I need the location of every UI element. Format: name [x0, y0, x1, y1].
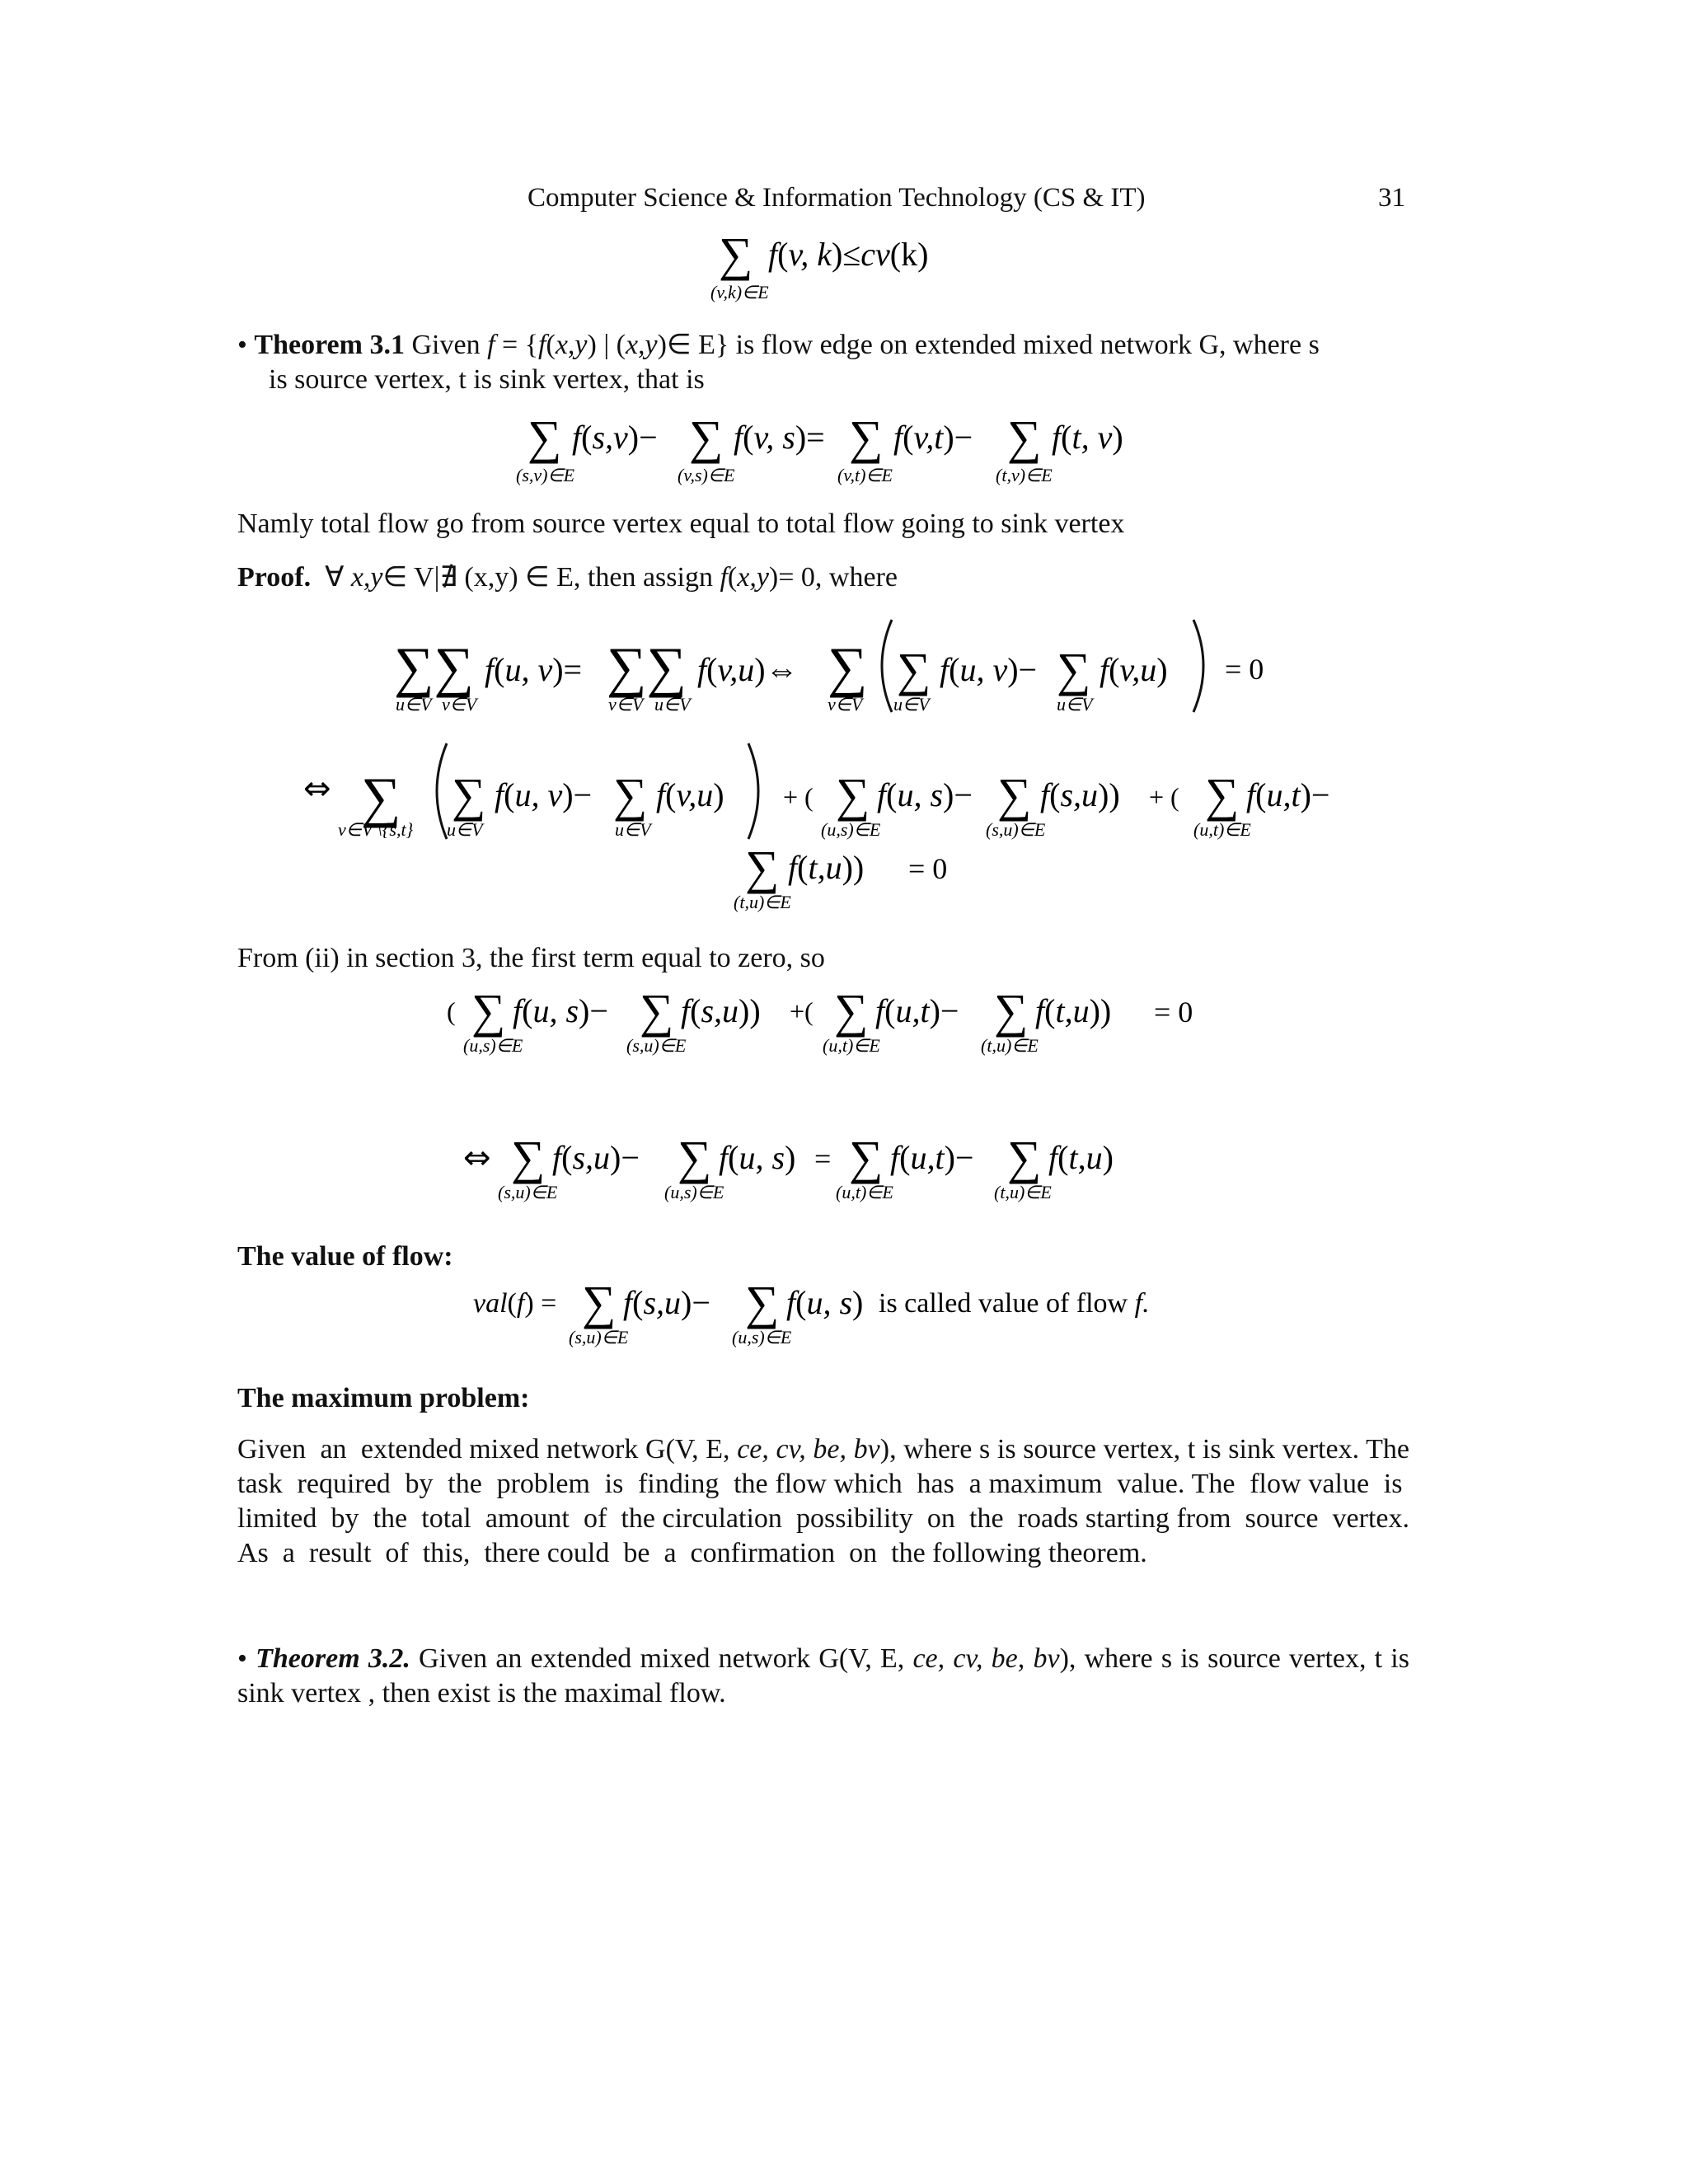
svg-text:is called value of flow f.: is called value of flow f. — [879, 1288, 1150, 1319]
svg-text:f(u, v)−: f(u, v)− — [940, 651, 1038, 688]
svg-text:∑: ∑ — [511, 1131, 546, 1184]
max-heading: The maximum problem: — [237, 1383, 530, 1413]
equation-value — [473, 1276, 1150, 1347]
bullet: • — [237, 1643, 247, 1674]
eq2-cont-sub: (t,u)∈E — [734, 892, 791, 912]
running-title: Computer Science & Information Technology (CS & IT) — [528, 183, 1146, 213]
svg-text:+ (: + ( — [783, 782, 814, 812]
svg-text:∑: ∑ — [582, 1276, 617, 1329]
eq31-sub-4: (t,v)∈E — [996, 465, 1053, 485]
eq1-sub-6: u∈V — [893, 694, 930, 715]
svg-text:∑: ∑ — [1205, 768, 1240, 822]
eq1-sub-5: v∈V — [828, 694, 863, 715]
svg-text:f(s,u)−: f(s,u)− — [623, 1284, 710, 1321]
svg-text:∑: ∑ — [613, 768, 648, 822]
eq3-sub-1: (u,s)∈E — [463, 1035, 523, 1056]
equation-theorem-3-1 — [516, 410, 1123, 485]
eq4-sub-1: (s,u)∈E — [498, 1182, 558, 1202]
svg-text:f(v,u): f(v,u) — [1100, 651, 1168, 688]
svg-text:f(t,u)): f(t,u)) — [1035, 992, 1112, 1029]
theorem-3-1-line1: • Theorem 3.1 Given f = {f(x,y) | (x,y)∈ E} is flow edge on extended mixed network G, where s — [237, 330, 1320, 360]
svg-text:f(u, s): f(u, s) — [786, 1284, 864, 1321]
equation-proof-2 — [303, 743, 1329, 912]
svg-text:f(v, s)=: f(v, s)= — [734, 419, 825, 456]
svg-text:∑: ∑ — [719, 227, 753, 281]
svg-text:∑: ∑ — [849, 1131, 884, 1184]
eq31-sub-2: (v,s)∈E — [678, 465, 735, 485]
svg-text:= 0: = 0 — [1225, 653, 1264, 686]
svg-text:f(s,u)): f(s,u)) — [681, 992, 761, 1029]
svg-text:= 0: = 0 — [1154, 996, 1193, 1029]
value-sub-2: (u,s)∈E — [732, 1327, 792, 1347]
svg-text:f(t, v): f(t, v) — [1052, 419, 1123, 456]
svg-text:⇔: ⇔ — [303, 770, 331, 808]
svg-text:f(u,t)−: f(u,t)− — [1246, 776, 1330, 813]
value-heading: The value of flow: — [237, 1241, 453, 1272]
svg-text:+(: +( — [790, 996, 814, 1026]
theorem-3-1-line2: is source vertex, t is sink vertex, that is — [269, 364, 705, 395]
svg-text:∑: ∑ — [997, 768, 1032, 822]
eq2-sub-2: u∈V — [447, 819, 483, 840]
svg-text:∑: ∑ — [745, 1276, 780, 1329]
page-number: 31 — [1378, 183, 1405, 213]
svg-text:∑: ∑ — [897, 643, 931, 696]
svg-text:= 0: = 0 — [908, 852, 948, 885]
svg-text:f(v,t)−: f(v,t)− — [893, 419, 973, 456]
svg-text:∑∑: ∑∑ — [607, 635, 687, 698]
proof-line: Proof. ∀ x,y∈ V|∄ (x,y) ∈ E, then assign f(x,y)= 0, where — [237, 562, 898, 593]
eq2-sub-1: v∈V \{s,t} — [338, 819, 414, 840]
eq1-sub-4: u∈V — [654, 694, 691, 715]
svg-text:f(u,t)−: f(u,t)− — [875, 992, 959, 1029]
max-paragraph: Given an extended mixed network G(V, E, ce, cv, be, bv), where s is source vertex, t is sink vertex. The task required by the problem is finding the flow which has a maximum value. The flow value is limited by the total amount of the circulation possibility on the roads starting from source vertex. As a result of this, there could be a confirmation on the following theorem. — [237, 1434, 1409, 1568]
svg-text:∑: ∑ — [1057, 643, 1091, 696]
svg-text:f(t,u)): f(t,u)) — [788, 849, 865, 886]
svg-text:∑: ∑ — [849, 410, 884, 464]
svg-text:∑: ∑ — [678, 1131, 712, 1184]
eq2-sub-5: (s,u)∈E — [986, 819, 1046, 840]
eq3-sub-4: (t,u)∈E — [981, 1035, 1039, 1056]
svg-text:∑: ∑ — [471, 984, 506, 1038]
svg-text:∑: ∑ — [745, 841, 780, 894]
svg-text:(: ( — [447, 996, 456, 1026]
value-sub-1: (s,u)∈E — [569, 1327, 629, 1347]
eq4-sub-4: (t,u)∈E — [994, 1182, 1052, 1202]
eq4-sub-2: (u,s)∈E — [664, 1182, 724, 1202]
eq4-sub-3: (u,t)∈E — [836, 1182, 893, 1202]
svg-text:f(u, v)=: f(u, v)= — [485, 651, 583, 688]
svg-text:=: = — [814, 1142, 832, 1175]
equation-3 — [447, 984, 1193, 1056]
sum-subscript: (v,k)∈E — [710, 282, 769, 302]
svg-text:f(v,u)⇔: f(v,u)⇔ — [697, 651, 799, 688]
eq2-sub-4: (u,s)∈E — [821, 819, 881, 840]
svg-text:f(s,u)): f(s,u)) — [1040, 776, 1120, 813]
eq2-sub-6: (u,t)∈E — [1193, 819, 1251, 840]
proof-label: Proof. — [237, 562, 312, 593]
svg-text:f(t,u): f(t,u) — [1048, 1139, 1114, 1176]
svg-text:f(v, k)≤cv(k): f(v, k)≤cv(k) — [768, 236, 929, 273]
namely-line: Namly total flow go from source vertex equal to total flow going to sink vertex — [237, 509, 1125, 539]
bullet: • — [237, 330, 247, 360]
eq3-sub-2: (s,u)∈E — [626, 1035, 687, 1056]
svg-text:∑: ∑ — [689, 410, 724, 464]
svg-text:∑: ∑ — [361, 766, 401, 828]
svg-text:∑∑: ∑∑ — [394, 635, 474, 698]
svg-text:∑: ∑ — [640, 984, 674, 1038]
eq31-sub-3: (v,t)∈E — [837, 465, 893, 485]
eq1-sub-7: u∈V — [1057, 694, 1093, 715]
eq1-sub-1: u∈V — [396, 694, 432, 715]
theorem-3-1-label: Theorem 3.1 — [254, 330, 405, 360]
from-line: From (ii) in section 3, the first term equal to zero, so — [237, 943, 825, 973]
svg-text:f(u, s)−: f(u, s)− — [513, 992, 608, 1029]
svg-text:∑: ∑ — [452, 768, 486, 822]
eq31-sub-1: (s,v)∈E — [516, 465, 575, 485]
equation-top — [710, 227, 928, 302]
theorem-3-2: • Theorem 3.2. Given an extended mixed network G(V, E, ce, cv, be, bv), where s is source vertex, t is sink vertex , then exist is the maximal flow. — [237, 1643, 1409, 1708]
theorem-3-2-label: Theorem 3.2. — [256, 1643, 410, 1674]
eq3-sub-3: (u,t)∈E — [823, 1035, 880, 1056]
equation-4 — [463, 1131, 1114, 1202]
svg-text:f(s,v)−: f(s,v)− — [572, 419, 658, 456]
svg-text:val(f) =: val(f) = — [473, 1288, 557, 1319]
svg-text:f(u, s)−: f(u, s)− — [877, 776, 973, 813]
svg-text:f(v,u): f(v,u) — [656, 776, 724, 813]
svg-text:⇔: ⇔ — [463, 1139, 491, 1177]
equation-proof-1 — [394, 620, 1264, 715]
svg-text:∑: ∑ — [994, 984, 1029, 1038]
svg-text:+ (: + ( — [1149, 782, 1179, 812]
eq1-sub-3: v∈V — [608, 694, 644, 715]
eq1-sub-2: v∈V — [442, 694, 477, 715]
svg-text:f(u,t)−: f(u,t)− — [890, 1139, 974, 1176]
svg-text:∑: ∑ — [834, 984, 869, 1038]
svg-text:∑: ∑ — [1007, 1131, 1042, 1184]
eq2-sub-3: u∈V — [615, 819, 651, 840]
svg-text:∑: ∑ — [1007, 410, 1042, 464]
svg-text:∑: ∑ — [528, 410, 562, 464]
svg-text:f(u, s): f(u, s) — [719, 1139, 796, 1176]
svg-text:∑: ∑ — [828, 635, 868, 698]
svg-text:f(u, v)−: f(u, v)− — [495, 776, 593, 813]
svg-text:f(s,u)−: f(s,u)− — [552, 1139, 640, 1176]
svg-text:∑: ∑ — [836, 768, 870, 822]
